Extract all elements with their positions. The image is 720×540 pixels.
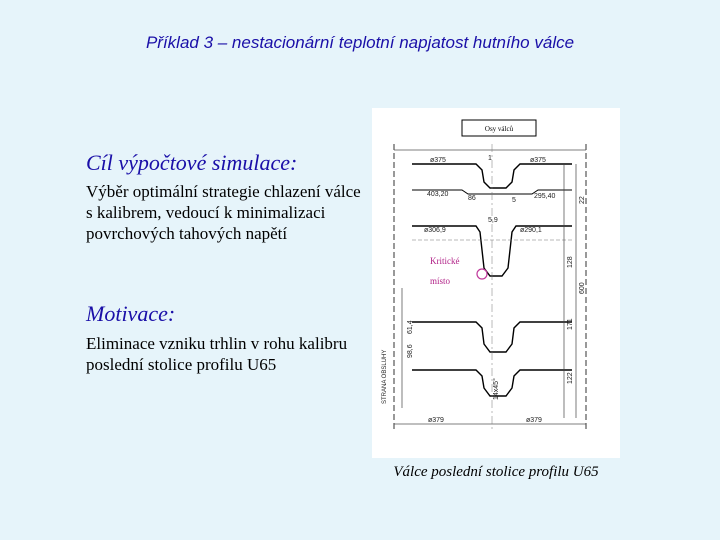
dim-bot-left: ø379 [428, 417, 444, 424]
dim-side-text: STRANA OBSLUHY [382, 349, 388, 404]
axis-label: Osy válců [484, 125, 514, 133]
dim-top-left: ø375 [430, 157, 446, 164]
dim-128: 128 [567, 256, 574, 268]
dim-600: 600 [579, 282, 586, 294]
dim-59: 5,9 [488, 217, 498, 224]
roll-drawing-svg [372, 108, 620, 458]
slide-title: Příklad 3 – nestacionární teplotní napjatost hutního válce [145, 33, 575, 52]
dim-403: 403,20 [427, 191, 449, 198]
dim-5: 5 [512, 197, 516, 204]
dim-22: 22 [579, 196, 586, 204]
dim-98: 98,6 [407, 344, 414, 358]
dim-290: ø290,1 [520, 227, 542, 234]
goal-text: Výběr optimální strategie chlazení válce s kalibrem, vedoucí k minimalizaci povrchových tahových napětí [86, 182, 361, 243]
dim-14x45: 14x45° [493, 378, 500, 400]
motivation-text: Eliminace vzniku trhlin v rohu kalibru poslední stolice profilu U65 [86, 334, 348, 374]
drawing-caption: Válce poslední stolice profilu U65 [393, 464, 599, 480]
dim-top-mid: 1 [488, 155, 492, 162]
critical-label-line1: Kritické [430, 256, 460, 266]
dim-86: 86 [468, 195, 476, 202]
roll-drawing [372, 108, 620, 458]
dim-122: 122 [567, 372, 574, 384]
dim-306: ø306,9 [424, 227, 446, 234]
critical-point-marker [477, 269, 487, 279]
critical-label-line2: místo [430, 276, 451, 286]
dim-61: 61,4 [407, 320, 414, 334]
goal-heading: Cíl výpočtové simulace: [86, 150, 298, 175]
dim-171: 171 [567, 318, 574, 330]
dim-bot-right: ø379 [526, 417, 542, 424]
dim-295: 295,40 [534, 193, 556, 200]
dim-top-right: ø375 [530, 157, 546, 164]
motivation-heading: Motivace: [86, 301, 176, 326]
